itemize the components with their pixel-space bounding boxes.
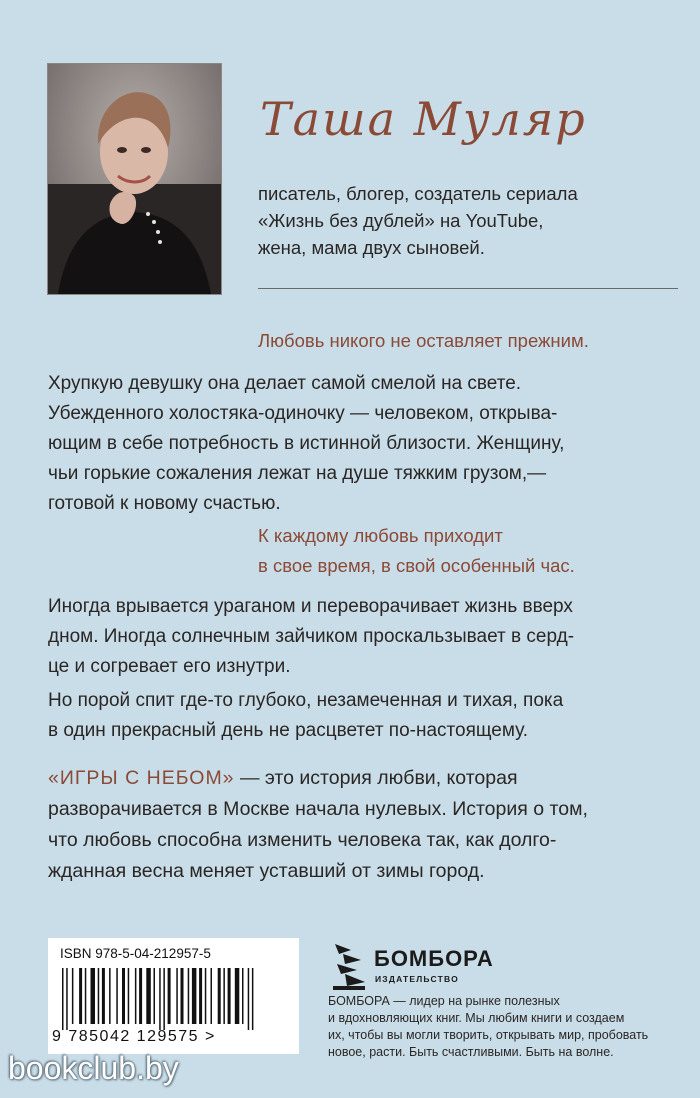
barcode-digits: 9 785042 129575 > [52,1028,216,1045]
paragraph-line: Но порой спит где-то глубоко, незамеченная и тихая, пока [48,690,564,711]
barcode-bar [122,968,125,1024]
publisher-description-line: новое, расти. Быть счастливыми. Быть на волне. [328,1045,614,1059]
paragraph-line: Иногда врывается ураганом и переворачивает жизнь вверх [48,596,573,617]
barcode-bar [154,968,156,1024]
blurb-quote [258,521,575,581]
barcode [48,938,299,1054]
barcode-bar [223,968,225,1024]
paragraph-line: чьи горькие сожаления лежат на душе тяжким грузом,— [48,463,547,484]
barcode-bar [218,968,221,1024]
barcode-bar [168,968,171,1024]
barcode-bar [85,968,87,1024]
author-photo [48,64,221,294]
barcode-bar [98,968,100,1024]
author-portrait-illustration [48,64,221,294]
barcode-bar [242,968,244,1024]
promo-paragraph [48,763,588,887]
promo-line: жданная весна меняет уставший от зимы город. [48,860,485,882]
author-description-line: «Жизнь без дублей» на YouTube, [258,210,544,231]
promo-first-line-rest: — это история любви, которая [234,767,518,789]
barcode-bar [211,968,213,1024]
promo-first-line [48,763,588,794]
publisher-description-line: их, чтобы вы могли творить, открывать мир, пробовать [328,1028,649,1042]
barcode-bar [159,968,161,1030]
quote-line: в свое время, в свой особенный час. [258,555,575,576]
quote-line: К каждому любовь приходит [258,525,503,546]
blurb-paragraph-2 [48,592,668,682]
paragraph-line: ющим в себе потребность в истинной близости. Женщину, [48,433,565,454]
publisher-logo [327,940,527,1000]
promo-line: что любовь способна изменить человека так, как долго- [48,829,557,851]
publisher-description [328,993,648,1061]
paragraph-line: дном. Иногда солнечным зайчиком проскальзывает в серд- [48,626,575,647]
author-description [258,180,678,261]
barcode-bar [128,968,130,1024]
barcode-bar [79,968,82,1024]
barcode-bar [252,968,254,1030]
author-description-line: жена, мама двух сыновей. [258,237,485,258]
paragraph-line: в один прекрасный день не расцветет по-настоящему. [48,720,529,741]
blurb-paragraph-1 [48,369,668,519]
paragraph-line: Хрупкую девушку она делает самой смелой на свете. [48,373,522,394]
publisher-logo-title: БОМБОРА [374,946,494,971]
barcode-bar [66,968,68,1030]
barcode-bar [109,968,111,1024]
barcode-bar [72,968,74,1024]
blurb-paragraph-3 [48,686,668,746]
paragraph-line: це и согревает его изнутри. [48,656,291,677]
divider [258,288,678,289]
paragraph-line: готовой к новому счастью. [48,493,281,514]
author-description-line: писатель, блогер, создатель сериала [258,183,578,204]
publisher-logo-subtitle: ИЗДАТЕЛЬСТВО [375,974,459,984]
barcode-bar [116,968,118,1024]
book-title: «ИГРЫ С НЕБОМ» [48,767,235,789]
barcode-bar [205,968,207,1024]
paragraph-line: Убежденного холостяка-одиночку — человеком, открыва- [48,403,558,424]
barcode-bar [248,968,250,1030]
barcode-bar [163,968,165,1030]
barcode-bar [235,968,240,1024]
barcode-bar [146,968,151,1024]
barcode-bar [176,968,178,1024]
barcode-bar [62,968,64,1030]
publisher-description-line: БОМБОРА — лидер на рынке полезных [328,994,560,1008]
blurb-intro-line: Любовь никого не оставляет прежним. [258,330,589,351]
publisher-description-line: и вдохновляющих книг. Мы любим книги и создаем [328,1011,625,1025]
barcode-bar [139,968,142,1024]
barcode-bars [62,968,286,1030]
author-name: Таша Муляр [260,92,587,146]
barcode-bar [228,968,231,1024]
watermark: bookclub.by [8,1050,179,1086]
bombora-logo-icon [327,940,371,992]
barcode-bar [188,968,190,1024]
isbn-number: ISBN 978-5-04-212957-5 [60,946,211,961]
blurb-intro [258,326,589,356]
barcode-bar [181,968,184,1024]
promo-line: разворачивается в Москве начала нулевых. История о том, [48,798,588,820]
barcode-bar [192,968,197,1024]
barcode-bar [199,968,202,1024]
barcode-bar [102,968,105,1024]
barcode-bar [91,968,96,1024]
barcode-bar [135,968,137,1024]
